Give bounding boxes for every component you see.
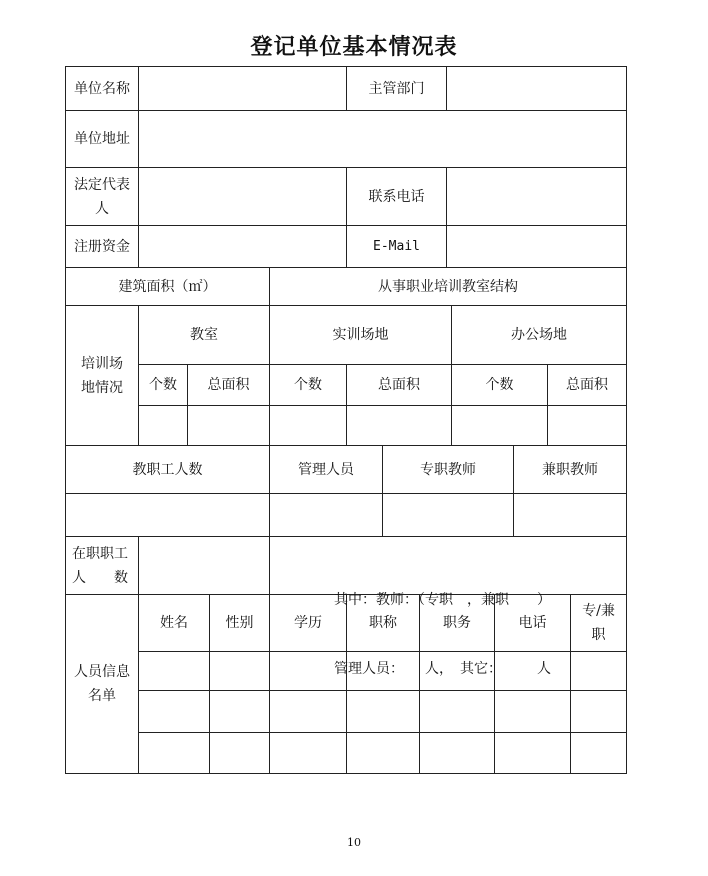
label-classroom-count: 个数 [149,377,177,393]
unit-name-field[interactable] [139,67,346,110]
label-personnel-list: 人员信息名单 [74,664,130,704]
active-staff-field[interactable] [139,537,269,594]
col-position: 职务 [443,615,471,631]
label-practice-count: 个数 [294,377,322,393]
legal-rep-field[interactable] [139,168,346,225]
label-capital: 注册资金 [74,238,130,255]
label-office-count: 个数 [485,377,514,393]
label-unit-name: 单位名称 [74,80,130,97]
label-classroom-structure: 从事职业培训教室结构 [378,278,518,295]
col-education: 学历 [294,615,322,631]
label-parttime-teachers: 兼职教师 [542,461,598,478]
label-fulltime-teachers: 专职教师 [420,461,476,478]
col-ft-pt: 专/兼职 [582,603,615,643]
label-training-site: 培训场地情况 [81,355,123,396]
unit-address-field[interactable] [139,111,626,167]
col-gender: 性别 [225,615,254,631]
label-classroom: 教室 [190,327,218,343]
label-phone: 联系电话 [368,188,425,205]
staff-breakdown-line1: 其中：教师：（专职 ，兼职 ） [334,592,551,608]
col-job-title: 职称 [369,615,397,631]
capital-field[interactable] [139,226,346,267]
phone-field[interactable] [447,168,626,225]
label-legal-rep: 法定代表人 [74,176,130,217]
staff-breakdown-line2: 管理人员： 人， 其它： 人 [334,661,551,677]
label-managers: 管理人员 [298,461,354,478]
label-office-area: 总面积 [566,377,608,393]
supervisor-field[interactable] [447,67,626,110]
label-email: E-Mail [373,238,420,254]
label-office-site: 办公场地 [511,327,567,343]
label-classroom-area: 总面积 [207,377,250,393]
col-name: 姓名 [160,615,188,631]
label-staff-count: 教职工人数 [132,461,203,478]
label-unit-address: 单位地址 [74,131,130,147]
label-building-area: 建筑面积（㎡） [118,278,217,295]
col-tel: 电话 [518,615,547,631]
label-active-staff: 在职职工人 数 [72,545,128,586]
label-supervisor: 主管部门 [368,80,425,97]
email-field[interactable] [447,226,626,267]
page-number: 10 [347,836,361,849]
page-title: 登记单位基本情况表 [250,35,458,60]
label-practice-area: 总面积 [378,377,420,393]
label-practice-site: 实训场地 [332,327,389,343]
